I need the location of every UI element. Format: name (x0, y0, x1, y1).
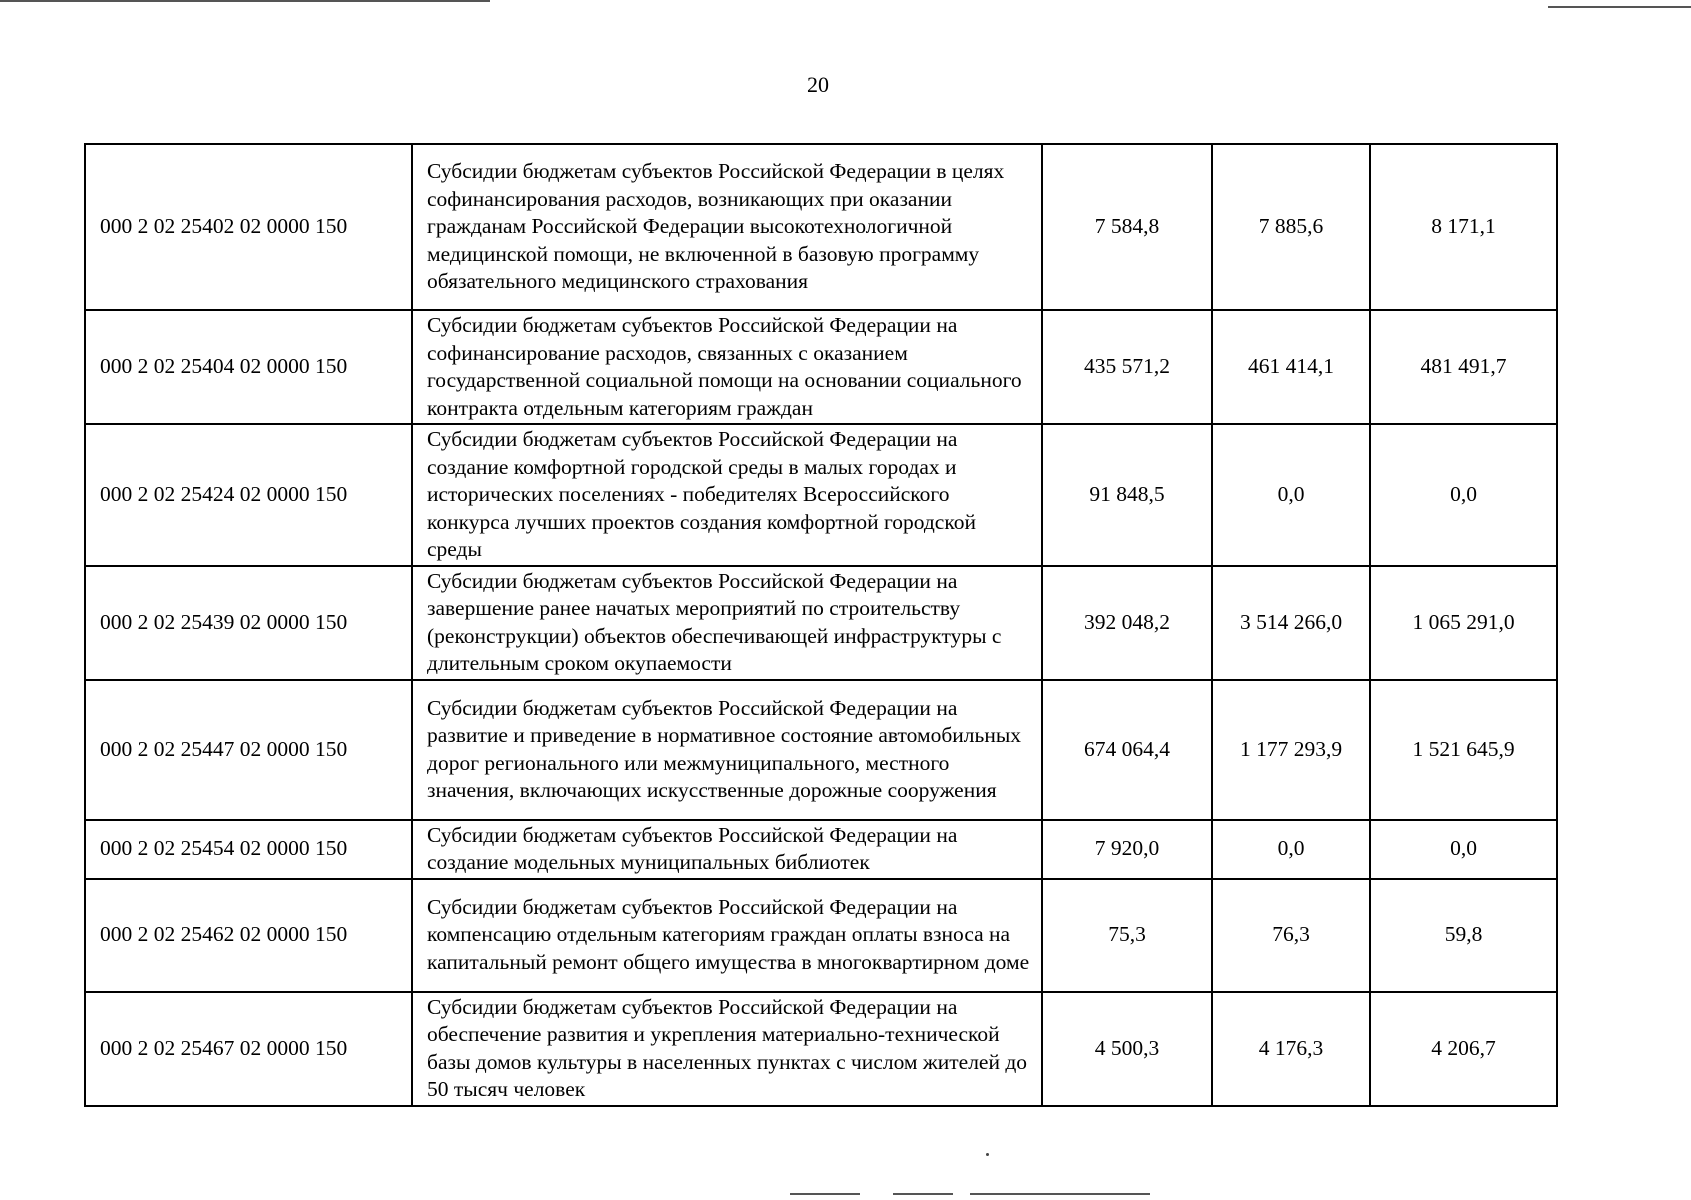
row-description: Субсидии бюджетам субъектов Российской Федерации на завершение ранее начатых мероприятий по строительству (реконструкции) объектов обеспечивающей инфраструктуры с длительным сроком окупаемости (412, 566, 1042, 680)
row-description: Субсидии бюджетам субъектов Российской Федерации на создание комфортной городской среды в малых городах и исторических поселениях - победителях Всероссийского конкурса лучших проектов создания комфортной городской среды (412, 424, 1042, 566)
value-col-2: 7 885,6 (1212, 144, 1370, 310)
value-col-1: 674 064,4 (1042, 680, 1212, 820)
scan-speck (986, 1153, 989, 1156)
scan-edge-top-left (0, 0, 490, 2)
value-col-3: 4 206,7 (1370, 992, 1557, 1106)
value-col-1: 7 920,0 (1042, 820, 1212, 879)
value-col-2: 461 414,1 (1212, 310, 1370, 424)
table-row (85, 310, 1557, 424)
budget-code: 000 2 02 25404 02 0000 150 (85, 310, 412, 424)
row-description: Субсидии бюджетам субъектов Российской Федерации на создание модельных муниципальных библиотек (412, 820, 1042, 879)
budget-code: 000 2 02 25424 02 0000 150 (85, 424, 412, 566)
value-col-2: 4 176,3 (1212, 992, 1370, 1106)
table-row (85, 879, 1557, 992)
row-description: Субсидии бюджетам субъектов Российской Федерации на развитие и приведение в нормативное состояние автомобильных дорог регионального или межмуниципального, местного значения, включающих искусственные дорожные сооружения (412, 680, 1042, 820)
value-col-3: 8 171,1 (1370, 144, 1557, 310)
value-col-1: 435 571,2 (1042, 310, 1212, 424)
value-col-2: 0,0 (1212, 820, 1370, 879)
value-col-1: 75,3 (1042, 879, 1212, 992)
value-col-1: 4 500,3 (1042, 992, 1212, 1106)
value-col-3: 1 065 291,0 (1370, 566, 1557, 680)
budget-code: 000 2 02 25439 02 0000 150 (85, 566, 412, 680)
value-col-3: 0,0 (1370, 820, 1557, 879)
scan-edge-top-right (1548, 6, 1691, 8)
table-row (85, 424, 1557, 566)
table-row (85, 992, 1557, 1106)
value-col-3: 59,8 (1370, 879, 1557, 992)
value-col-1: 392 048,2 (1042, 566, 1212, 680)
budget-code: 000 2 02 25402 02 0000 150 (85, 144, 412, 310)
value-col-3: 481 491,7 (1370, 310, 1557, 424)
value-col-2: 1 177 293,9 (1212, 680, 1370, 820)
table-row (85, 680, 1557, 820)
value-col-1: 7 584,8 (1042, 144, 1212, 310)
row-description: Субсидии бюджетам субъектов Российской Федерации на компенсацию отдельным категориям граждан оплаты взноса на капитальный ремонт общего имущества в многоквартирном доме (412, 879, 1042, 992)
value-col-2: 0,0 (1212, 424, 1370, 566)
table-row (85, 820, 1557, 879)
value-col-3: 0,0 (1370, 424, 1557, 566)
row-description: Субсидии бюджетам субъектов Российской Федерации в целях софинансирования расходов, возникающих при оказании гражданам Российской Федерации высокотехнологичной медицинской помощи, не включенной в базовую программу обязательного медицинского страхования (412, 144, 1042, 310)
table-row (85, 566, 1557, 680)
row-description: Субсидии бюджетам субъектов Российской Федерации на обеспечение развития и укрепления материально-технической базы домов культуры в населенных пунктах с числом жителей до 50 тысяч человек (412, 992, 1042, 1106)
table-row (85, 144, 1557, 310)
scan-edge-bottom-2 (893, 1193, 953, 1195)
budget-code: 000 2 02 25447 02 0000 150 (85, 680, 412, 820)
budget-code: 000 2 02 25467 02 0000 150 (85, 992, 412, 1106)
scan-edge-bottom-1 (790, 1193, 860, 1195)
budget-table (84, 143, 1558, 1107)
value-col-1: 91 848,5 (1042, 424, 1212, 566)
page-number: 20 (807, 72, 829, 97)
value-col-2: 3 514 266,0 (1212, 566, 1370, 680)
budget-code: 000 2 02 25454 02 0000 150 (85, 820, 412, 879)
scan-edge-bottom-3 (970, 1193, 1150, 1195)
value-col-3: 1 521 645,9 (1370, 680, 1557, 820)
budget-code: 000 2 02 25462 02 0000 150 (85, 879, 412, 992)
row-description: Субсидии бюджетам субъектов Российской Федерации на софинансирование расходов, связанных с оказанием государственной социальной помощи на основании социального контракта отдельным категориям граждан (412, 310, 1042, 424)
value-col-2: 76,3 (1212, 879, 1370, 992)
